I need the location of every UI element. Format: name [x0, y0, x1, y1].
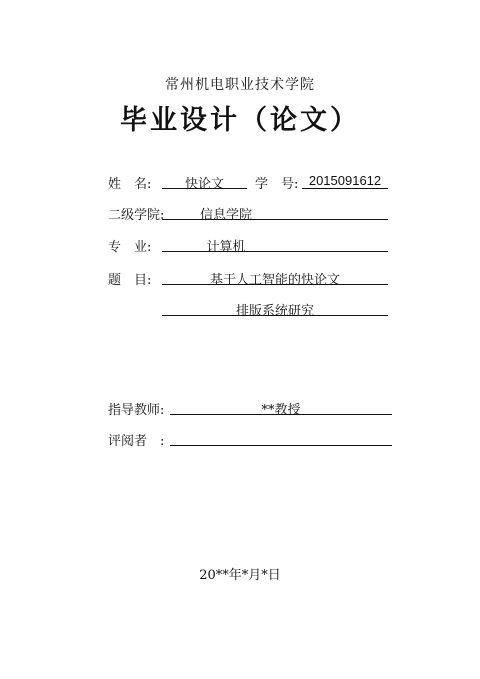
topic-underline-2: [162, 315, 388, 316]
college-name: 常州机电职业技术学院: [165, 77, 315, 93]
major-label: 专 业:: [108, 240, 152, 255]
reviewer-label: 评阅者 :: [108, 434, 165, 449]
advisor-underline: [170, 414, 392, 415]
school-underline: [162, 219, 388, 220]
name-value: 快论文: [184, 177, 224, 192]
student-id-underline: [302, 188, 388, 189]
document-title: 毕业设计（论文）: [120, 105, 360, 136]
topic-label: 题 目:: [108, 273, 152, 288]
name-label: 姓 名:: [108, 177, 152, 192]
topic-underline-1: [162, 284, 388, 285]
advisor-value: **教授: [261, 403, 301, 418]
topic-line-2: 排版系统研究: [235, 304, 314, 319]
date: 20**年*月*日: [199, 568, 281, 583]
name-underline: [162, 188, 247, 189]
school-label: 二级学院:: [108, 208, 165, 223]
major-value: 计算机: [206, 240, 246, 255]
major-underline: [162, 251, 388, 252]
topic-line-1: 基于人工智能的快论文: [209, 273, 340, 288]
advisor-label: 指导教师:: [108, 403, 165, 418]
student-id-value: 2015091612: [308, 173, 382, 188]
student-id-label: 学 号:: [255, 177, 299, 192]
reviewer-underline: [170, 445, 392, 446]
school-value: 信息学院: [199, 208, 252, 223]
